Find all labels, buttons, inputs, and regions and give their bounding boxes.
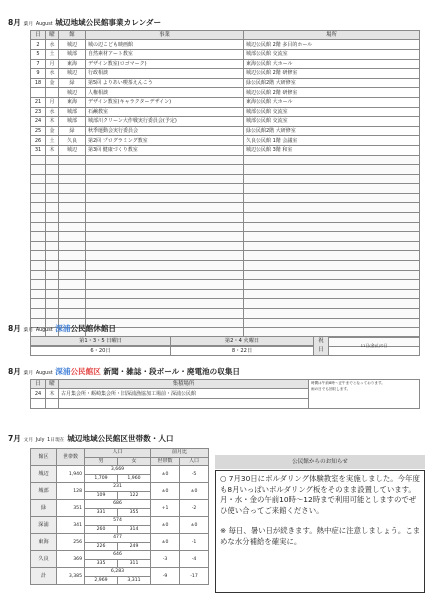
event-row-empty (31, 155, 420, 165)
event-cell: 城辺 (59, 40, 86, 50)
holiday-tuesday-dates: 8・22日 (171, 346, 314, 356)
event-cell: 18 (31, 78, 46, 88)
pop-change-population: -2 (180, 500, 209, 517)
pop-head-female: 女 (118, 457, 151, 466)
holiday-table (30, 336, 420, 356)
pop-female: 311 (118, 559, 151, 568)
event-row-empty (31, 251, 420, 261)
event-cell-empty (31, 184, 46, 194)
event-row (31, 59, 420, 69)
event-cell-empty (59, 165, 86, 175)
pop-total: 646 (85, 551, 151, 560)
pop-area: 緑 (31, 500, 57, 517)
event-cell-empty (59, 251, 86, 261)
event-cell-empty (86, 184, 244, 194)
event-cell-empty (59, 289, 86, 299)
pop-change-population: -1 (180, 534, 209, 551)
pop-area: 城部 (31, 483, 57, 500)
event-calendar-title: 8月 葉月 August 城辺地域公民館事業カレンダー (8, 18, 162, 27)
event-cell-empty (46, 193, 59, 203)
event-cell-empty (59, 309, 86, 319)
population-table (30, 448, 209, 585)
population-row (31, 483, 209, 492)
event-cell-empty (244, 299, 420, 309)
event-cell-empty (31, 174, 46, 184)
event-cell: 自然素材アート教室 (86, 49, 244, 59)
event-cell: 城辺 (59, 69, 86, 79)
pop-male: 331 (85, 508, 118, 517)
event-cell-empty (244, 165, 420, 175)
event-row (31, 145, 420, 155)
event-cell: 東海公民館 大ホール (244, 59, 420, 69)
pop-male: 226 (85, 542, 118, 551)
event-cell-empty (244, 289, 420, 299)
event-cell-empty (86, 213, 244, 223)
event-cell-empty (59, 203, 86, 213)
holiday-col-tuesday: 第2・4 火曜日 (171, 337, 314, 346)
event-cell: 城辺公民館 3階 和室 (244, 145, 420, 155)
population-title: 7月 文月 July 1日現在 城辺地域公民館区世帯数・人口 (8, 434, 174, 443)
event-cell: 行政相談 (86, 69, 244, 79)
event-cell-empty (46, 289, 59, 299)
event-cell: 緑 (59, 78, 86, 88)
pop-male: 2,969 (85, 576, 118, 585)
event-cell: 城部 (59, 107, 86, 117)
pop-female: 3,311 (118, 576, 151, 585)
event-cell-empty (244, 241, 420, 251)
pop-area: 計 (31, 568, 57, 585)
population-row (31, 500, 209, 509)
event-row-empty (31, 299, 420, 309)
event-cell: 城部公民館 交流室 (244, 49, 420, 59)
event-cell-empty (59, 155, 86, 165)
event-cell: 金 (46, 78, 59, 88)
event-cell-empty (46, 251, 59, 261)
event-row-empty (31, 270, 420, 280)
event-cell: 23 (31, 107, 46, 117)
event-cell: 緑公民館2階 大研修室 (244, 78, 420, 88)
pop-households: 128 (57, 483, 85, 500)
pop-head-male: 男 (85, 457, 118, 466)
notice-header: 公民館からのお知らせ (215, 455, 425, 469)
event-calendar-header (31, 31, 420, 40)
population-row (31, 551, 209, 560)
event-cell-empty (46, 299, 59, 309)
event-row-empty (31, 213, 420, 223)
event-cell-empty (46, 174, 59, 184)
event-row-empty (31, 261, 420, 271)
event-cell-empty (31, 193, 46, 203)
event-cell-empty (59, 193, 86, 203)
pop-households: 351 (57, 500, 85, 517)
pop-change-population: -17 (180, 568, 209, 585)
pop-male: 1,709 (85, 474, 118, 483)
event-row (31, 126, 420, 136)
event-head-cell: 日 (31, 31, 46, 40)
event-cell-empty (31, 213, 46, 223)
event-cell: 水 (46, 107, 59, 117)
event-cell-empty (59, 299, 86, 309)
pop-change-households: ±0 (151, 517, 180, 534)
event-cell: 城辺 (59, 88, 86, 98)
pop-area: 深浦 (31, 517, 57, 534)
event-cell-empty (31, 155, 46, 165)
event-cell-empty (46, 309, 59, 319)
event-cell: 秋季運動会実行委員会 (86, 126, 244, 136)
event-cell-empty (86, 232, 244, 242)
pop-households: 3,385 (57, 568, 85, 585)
event-row-empty (31, 232, 420, 242)
event-cell-empty (244, 155, 420, 165)
event-cell-empty (86, 203, 244, 213)
event-cell-empty (46, 222, 59, 232)
event-cell: デザイン教室(キャラクターデザイン) (86, 97, 244, 107)
event-cell-empty (59, 270, 86, 280)
event-cell: 城部 (59, 117, 86, 127)
event-cell-empty (46, 280, 59, 290)
event-cell: 24 (31, 117, 46, 127)
event-cell-empty (244, 174, 420, 184)
event-cell: 第5回 よりあい喫茶えんこう (86, 78, 244, 88)
event-cell: 城部公民館 交流室 (244, 107, 420, 117)
event-row-empty (31, 241, 420, 251)
pop-households: 1,940 (57, 466, 85, 483)
notice-box (215, 470, 425, 593)
event-cell-empty (31, 289, 46, 299)
event-cell: 土 (46, 136, 59, 146)
population-row (31, 466, 209, 475)
event-cell-empty (86, 309, 244, 319)
event-cell-empty (244, 232, 420, 242)
event-cell-empty (46, 261, 59, 271)
event-cell-empty (46, 165, 59, 175)
collection-table (30, 379, 420, 409)
event-cell: 東海 (59, 97, 86, 107)
pop-change-households: ±0 (151, 483, 180, 500)
event-cell: 城辺公民館 2階 研修室 (244, 69, 420, 79)
event-cell: 城辺公民館 2階 多目的ホール (244, 40, 420, 50)
event-cell: 水 (46, 40, 59, 50)
pop-head-area: 館区 (31, 449, 57, 466)
event-cell-empty (244, 280, 420, 290)
event-cell: 26 (31, 136, 46, 146)
event-row (31, 117, 420, 127)
event-cell: 水 (46, 69, 59, 79)
notice-heatstroke: ※ 毎日、暑い日が続きます。熱中症に注意しましょう。こまめな水分補給を確実に。 (220, 526, 421, 546)
pop-male: 335 (85, 559, 118, 568)
event-cell-empty (46, 203, 59, 213)
pop-female: 314 (118, 525, 151, 534)
event-cell: 25 (31, 126, 46, 136)
event-cell-empty (244, 193, 420, 203)
event-row-empty (31, 193, 420, 203)
event-cell-empty (59, 232, 86, 242)
event-cell-empty (86, 165, 244, 175)
event-cell: 城辺公民館 2階 研修室 (244, 88, 420, 98)
event-cell: 東海 (59, 59, 86, 69)
pop-male: 260 (85, 525, 118, 534)
pop-change-population: -5 (180, 466, 209, 483)
event-cell-empty (46, 155, 59, 165)
event-cell: 7 (31, 59, 46, 69)
event-row (31, 69, 420, 79)
event-cell-empty (31, 165, 46, 175)
event-cell: 東海公民館 大ホール (244, 97, 420, 107)
event-cell (46, 88, 59, 98)
pop-female: 122 (118, 491, 151, 500)
event-cell: 城部 (59, 49, 86, 59)
pop-area: 東海 (31, 534, 57, 551)
pop-female: 355 (118, 508, 151, 517)
event-row-empty (31, 309, 420, 319)
event-cell-empty (244, 309, 420, 319)
event-cell-empty (86, 270, 244, 280)
event-cell-empty (59, 280, 86, 290)
event-cell-empty (86, 289, 244, 299)
event-cell-empty (86, 251, 244, 261)
collection-head-weekday: 曜 (46, 380, 59, 389)
event-cell: 9 (31, 69, 46, 79)
event-cell: 緑 (59, 126, 86, 136)
event-cell: 2 (31, 40, 46, 50)
event-row-empty (31, 289, 420, 299)
event-cell: 31 (31, 145, 46, 155)
event-cell-empty (244, 270, 420, 280)
event-cell-empty (59, 222, 86, 232)
pop-change-households: -3 (151, 551, 180, 568)
event-calendar-table (30, 30, 420, 347)
event-cell-empty (86, 299, 244, 309)
event-cell: 金 (46, 126, 59, 136)
event-cell: デザイン教室(ロゴマーク) (86, 59, 244, 69)
event-cell: 城部川クリーン大作戦実行委員会(予定) (86, 117, 244, 127)
event-cell: 城辺 (59, 145, 86, 155)
event-cell-empty (59, 241, 86, 251)
pop-area: 城辺 (31, 466, 57, 483)
pop-male: 109 (85, 491, 118, 500)
population-row (31, 534, 209, 543)
pop-head-change-households: 世帯数 (151, 457, 180, 466)
collection-head-day: 日 (31, 380, 46, 389)
pop-total: 477 (85, 534, 151, 543)
holiday-title: 8月 葉月 August 深浦公民館休館日 (8, 324, 117, 333)
event-cell: 木 (46, 145, 59, 155)
event-cell: 月 (46, 97, 59, 107)
event-cell-empty (31, 241, 46, 251)
event-cell-empty (46, 184, 59, 194)
event-row-empty (31, 165, 420, 175)
event-cell-empty (86, 222, 244, 232)
event-cell: 城部公民館 交流室 (244, 117, 420, 127)
event-cell-empty (86, 193, 244, 203)
event-cell-empty (244, 203, 420, 213)
pop-change-households: ±0 (151, 466, 180, 483)
pop-head-households: 世帯数 (57, 449, 85, 466)
population-row (31, 517, 209, 526)
pop-change-population: -4 (180, 551, 209, 568)
event-row-empty (31, 280, 420, 290)
event-cell: 土 (46, 49, 59, 59)
event-cell: 月 (46, 59, 59, 69)
event-cell-empty (59, 184, 86, 194)
pop-households: 341 (57, 517, 85, 534)
event-cell: 第3回 健康づくり教室 (86, 145, 244, 155)
event-head-cell: 曜 (46, 31, 59, 40)
pop-female: 1,960 (118, 474, 151, 483)
event-cell: 久良公民館 1階 会議室 (244, 136, 420, 146)
event-cell-empty (31, 222, 46, 232)
event-cell: 久良 (59, 136, 86, 146)
event-cell: 緑公民館2階 大研修室 (244, 126, 420, 136)
collection-note: 時間は午前8時〜正午までとなっております。 雨の日でも回収します。 (309, 380, 420, 409)
national-holiday-label: 祝 日 (314, 337, 329, 356)
event-cell-empty (86, 241, 244, 251)
holiday-col-sunday: 第1・3・5 日曜日 (31, 337, 171, 346)
event-cell: 石鹸教室 (86, 107, 244, 117)
event-cell-empty (244, 261, 420, 271)
pop-change-households: +1 (151, 500, 180, 517)
event-row (31, 40, 420, 50)
event-row (31, 136, 420, 146)
pop-households: 369 (57, 551, 85, 568)
event-row-empty (31, 174, 420, 184)
event-cell-empty (244, 184, 420, 194)
pop-households: 256 (57, 534, 85, 551)
pop-total: 686 (85, 500, 151, 509)
event-cell: 21 (31, 97, 46, 107)
notice-bouldering: ○ 7月30日にボルダリング体験教室を実施しました。今年度も8月いっぱいボルダリング板をそのまま設置しています。月・水・金の午前10時〜12時まで利用可能としますのでぜひ使い合ってご来館ください。 (220, 474, 420, 515)
pop-change-population: ±0 (180, 517, 209, 534)
event-row (31, 78, 420, 88)
event-row (31, 107, 420, 117)
event-head-cell: 館 (59, 31, 86, 40)
event-cell-empty (86, 280, 244, 290)
event-row (31, 97, 420, 107)
pop-change-households: ±0 (151, 534, 180, 551)
event-row-empty (31, 222, 420, 232)
event-cell-empty (244, 213, 420, 223)
event-row-empty (31, 184, 420, 194)
pop-area: 久良 (31, 551, 57, 568)
event-cell-empty (244, 251, 420, 261)
pop-female: 249 (118, 542, 151, 551)
pop-head-change: 前月比 (151, 449, 209, 458)
pop-total: 3,669 (85, 466, 151, 475)
event-cell-empty (46, 270, 59, 280)
event-cell-empty (244, 318, 420, 328)
event-cell: 木 (46, 117, 59, 127)
event-cell-empty (46, 232, 59, 242)
pop-head-change-population: 人口 (180, 457, 209, 466)
event-cell: 第2回 プログラミング教室 (86, 136, 244, 146)
event-row (31, 88, 420, 98)
event-row-empty (31, 203, 420, 213)
event-cell-empty (31, 280, 46, 290)
event-cell-empty (31, 261, 46, 271)
pop-total: 6,283 (85, 568, 151, 577)
event-cell: 城の辺こども映画館 (86, 40, 244, 50)
event-cell-empty (59, 261, 86, 271)
event-cell-empty (244, 222, 420, 232)
event-head-cell: 場所 (244, 31, 420, 40)
event-cell-empty (31, 232, 46, 242)
pop-total: 574 (85, 517, 151, 526)
event-cell: 人権相談 (86, 88, 244, 98)
event-cell-empty (31, 299, 46, 309)
holiday-note: 11日(金)山の日 (329, 337, 420, 356)
event-cell-empty (31, 251, 46, 261)
pop-head-population: 人口 (85, 449, 151, 458)
event-cell-empty (59, 213, 86, 223)
event-head-cell: 事業 (86, 31, 244, 40)
event-cell (31, 88, 46, 98)
event-cell-empty (86, 155, 244, 165)
event-cell-empty (31, 203, 46, 213)
holiday-sunday-dates: 6・20日 (31, 346, 171, 356)
population-row (31, 568, 209, 577)
pop-change-population: ±0 (180, 483, 209, 500)
event-cell-empty (31, 309, 46, 319)
pop-total: 231 (85, 483, 151, 492)
event-cell-empty (46, 213, 59, 223)
event-cell-empty (31, 270, 46, 280)
collection-title: 8月 葉月 August 深浦公民館区 新聞・雑誌・段ボール・廃電池の収集日 (8, 367, 241, 376)
event-cell-empty (59, 174, 86, 184)
event-cell-empty (86, 174, 244, 184)
pop-change-households: -9 (151, 568, 180, 585)
event-cell-empty (46, 241, 59, 251)
event-row (31, 49, 420, 59)
collection-row: 24 木 古月集会所・蛎崎集会所・旧深浦漁協加工場前・深浦公民館 (31, 389, 420, 399)
event-cell-empty (86, 261, 244, 271)
collection-head-place: 集積場所 (59, 380, 309, 389)
event-cell: 5 (31, 49, 46, 59)
